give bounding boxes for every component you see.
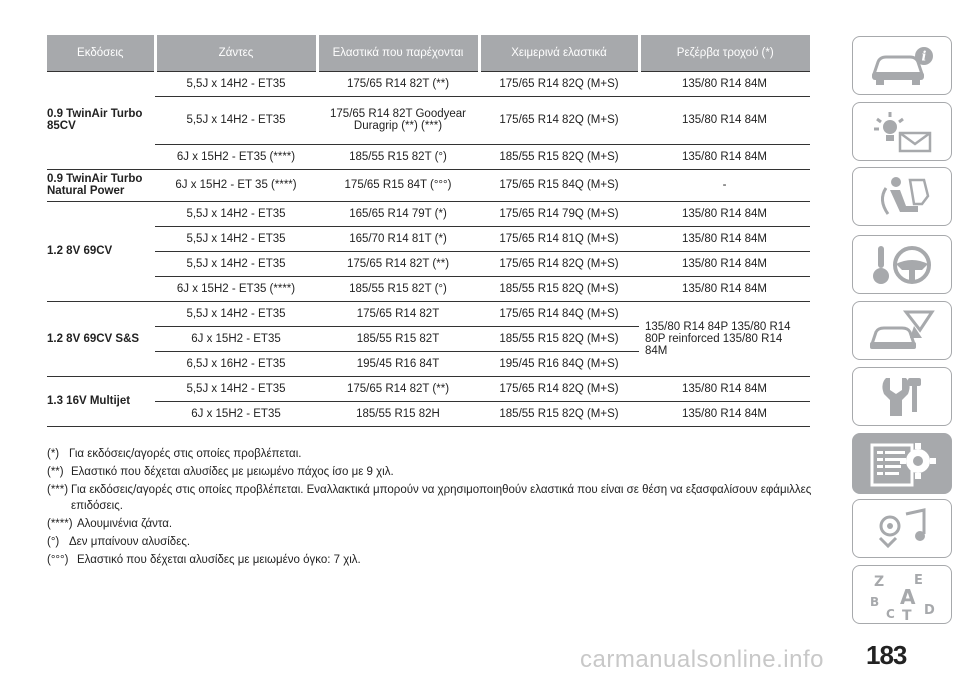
footnote-text: Ελαστικό που δέχεται αλυσίδες με μειωμένο πάχος ίσο με 9 χιλ. bbox=[71, 466, 394, 478]
table-row bbox=[47, 226, 810, 251]
specs-gear-icon bbox=[866, 439, 938, 489]
winter-cell: 185/55 R15 82Q (M+S) bbox=[479, 276, 639, 301]
tyre-cell: 185/55 R15 82T (°) bbox=[317, 276, 479, 301]
table-row bbox=[47, 276, 810, 301]
footnote bbox=[47, 482, 817, 514]
tyre-cell: 185/55 R15 82T (°) bbox=[317, 144, 479, 169]
tab-technical-specs[interactable] bbox=[852, 433, 952, 494]
svg-text:E: E bbox=[914, 572, 923, 588]
footnote-mark: (**) bbox=[47, 466, 64, 478]
winter-cell: 175/65 R14 84Q (M+S) bbox=[479, 301, 639, 326]
version-cell: 1.2 8V 69CV bbox=[47, 201, 155, 301]
winter-cell: 185/55 R15 82Q (M+S) bbox=[479, 144, 639, 169]
rim-cell: 5,5J x 14H2 - ET35 bbox=[155, 301, 317, 326]
rim-cell: 6J x 15H2 - ET35 (****) bbox=[155, 144, 317, 169]
tyre-spec-table bbox=[47, 35, 810, 427]
svg-text:D: D bbox=[924, 602, 935, 618]
version-cell: 0.9 TwinAir Turbo 85CV bbox=[47, 71, 155, 169]
tab-safety[interactable] bbox=[852, 167, 952, 226]
tab-starting-driving[interactable] bbox=[852, 235, 952, 294]
spare-cell: 135/80 R14 84M bbox=[639, 276, 810, 301]
tab-emergency[interactable] bbox=[852, 301, 952, 360]
rim-cell: 6J x 15H2 - ET35 bbox=[155, 326, 317, 351]
spare-cell: 135/80 R14 84M bbox=[639, 144, 810, 169]
warning-lights-icon bbox=[866, 109, 938, 155]
footnote-mark: (****) bbox=[47, 518, 73, 530]
tyre-cell: 175/65 R14 82T (**) bbox=[317, 71, 479, 96]
spare-cell: 135/80 R14 84M bbox=[639, 251, 810, 276]
spare-cell: 135/80 R14 84M bbox=[639, 96, 810, 144]
table-header-row bbox=[47, 35, 810, 71]
spare-cell: 135/80 R14 84M bbox=[639, 226, 810, 251]
tab-multimedia[interactable] bbox=[852, 499, 952, 558]
footnote-text: Δεν μπαίνουν αλυσίδες. bbox=[69, 536, 191, 548]
header-supplied-tyres: Ελαστικά που παρέχονται bbox=[317, 35, 479, 71]
version-cell: 1.2 8V 69CV S&S bbox=[47, 301, 155, 376]
table-row bbox=[47, 169, 810, 201]
winter-cell: 175/65 R14 81Q (M+S) bbox=[479, 226, 639, 251]
rim-cell: 5,5J x 14H2 - ET35 bbox=[155, 71, 317, 96]
footnote-mark: (*) bbox=[47, 448, 60, 460]
footnote-text: Ελαστικό που δέχεται αλυσίδες με μειωμένο όγκο: 7 χιλ. bbox=[77, 554, 361, 566]
alphabet-index-icon bbox=[866, 570, 938, 620]
watermark: carmanualsonline.info bbox=[580, 646, 824, 673]
table-row bbox=[47, 96, 810, 144]
footnote-mark: (***) bbox=[47, 484, 69, 496]
footnote-text: Για εκδόσεις/αγορές στις οποίες προβλέπεται. bbox=[69, 448, 302, 460]
footnote bbox=[47, 534, 817, 550]
table-row bbox=[47, 376, 810, 401]
table-row bbox=[47, 71, 810, 96]
winter-cell: 175/65 R14 82Q (M+S) bbox=[479, 71, 639, 96]
footnotes bbox=[47, 446, 817, 570]
rim-cell: 5,5J x 14H2 - ET35 bbox=[155, 201, 317, 226]
winter-cell: 195/45 R16 84Q (M+S) bbox=[479, 351, 639, 376]
rim-cell: 5,5J x 14H2 - ET35 bbox=[155, 96, 317, 144]
spare-cell: 135/80 R14 84M bbox=[639, 401, 810, 426]
footnote bbox=[47, 516, 817, 532]
winter-cell: 175/65 R14 82Q (M+S) bbox=[479, 96, 639, 144]
version-cell: 1.3 16V Multijet bbox=[47, 376, 155, 426]
tyre-cell: 175/65 R15 84T (°°°) bbox=[317, 169, 479, 201]
winter-cell: 175/65 R14 82Q (M+S) bbox=[479, 251, 639, 276]
svg-text:B: B bbox=[870, 594, 880, 609]
spare-cell: 135/80 R14 84M bbox=[639, 201, 810, 226]
multimedia-icon bbox=[866, 506, 938, 552]
footnote-text: Αλουμινένια ζάντα. bbox=[77, 518, 173, 530]
rim-cell: 5,5J x 14H2 - ET35 bbox=[155, 226, 317, 251]
accident-icon bbox=[866, 308, 938, 354]
tyre-cell: 185/55 R15 82T bbox=[317, 326, 479, 351]
page-number: 183 bbox=[866, 640, 907, 670]
footnote-text: Για εκδόσεις/αγορές στις οποίες προβλέπεται. Εναλλακτικά μπορούν να χρησιμοποιηθούν ελαστικά που είναι σε θέση να εξασφαλίσουν εφάμιλλες επιδόσεις. bbox=[71, 484, 812, 512]
version-cell: 0.9 TwinAir Turbo Natural Power bbox=[47, 169, 155, 201]
tab-maintenance[interactable] bbox=[852, 367, 952, 426]
spare-cell: 135/80 R14 84M bbox=[639, 376, 810, 401]
spare-cell: - bbox=[639, 169, 810, 201]
tab-car-info[interactable] bbox=[852, 36, 952, 95]
header-spare-wheel: Ρεζέρβα τροχού (*) bbox=[639, 35, 810, 71]
table-row bbox=[47, 301, 810, 326]
tyre-cell: 175/65 R14 82T (**) bbox=[317, 251, 479, 276]
svg-text:C: C bbox=[886, 606, 895, 620]
rim-cell: 5,5J x 14H2 - ET35 bbox=[155, 376, 317, 401]
tyre-cell: 175/65 R14 82T (**) bbox=[317, 376, 479, 401]
table-row bbox=[47, 401, 810, 426]
tyre-cell: 165/70 R14 81T (*) bbox=[317, 226, 479, 251]
table-row bbox=[47, 144, 810, 169]
winter-cell: 175/65 R14 82Q (M+S) bbox=[479, 376, 639, 401]
tyre-cell: 175/65 R14 82T Goodyear Duragrip (**) (***) bbox=[317, 96, 479, 144]
svg-text:T: T bbox=[902, 607, 912, 620]
spare-cell-shared: 135/80 R14 84P 135/80 R14 80P reinforced 135/80 R14 84M bbox=[639, 301, 810, 376]
wrench-icon bbox=[866, 374, 938, 420]
footnote-mark: (°°°) bbox=[47, 554, 69, 566]
svg-text:i: i bbox=[921, 49, 927, 64]
table-row bbox=[47, 201, 810, 226]
footnote bbox=[47, 464, 817, 480]
winter-cell: 185/55 R15 82Q (M+S) bbox=[479, 326, 639, 351]
car-info-icon bbox=[866, 44, 938, 88]
tyre-cell: 195/45 R16 84T bbox=[317, 351, 479, 376]
table-row bbox=[47, 251, 810, 276]
airbag-seat-icon bbox=[866, 174, 938, 220]
header-winter-tyres: Χειμερινά ελαστικά bbox=[479, 35, 639, 71]
steering-key-icon bbox=[866, 242, 938, 288]
footnote-mark: (°) bbox=[47, 536, 60, 548]
winter-cell: 185/55 R15 82Q (M+S) bbox=[479, 401, 639, 426]
header-rims: Ζάντες bbox=[155, 35, 317, 71]
rim-cell: 6J x 15H2 - ET35 (****) bbox=[155, 276, 317, 301]
tab-warning-lights[interactable] bbox=[852, 102, 952, 161]
svg-text:A: A bbox=[900, 584, 916, 609]
footnote bbox=[47, 552, 817, 568]
tab-index[interactable] bbox=[852, 565, 952, 624]
tyre-cell: 185/55 R15 82H bbox=[317, 401, 479, 426]
rim-cell: 6J x 15H2 - ET 35 (****) bbox=[155, 169, 317, 201]
tyre-cell: 165/65 R14 79T (*) bbox=[317, 201, 479, 226]
header-versions: Εκδόσεις bbox=[47, 35, 155, 71]
svg-text:Z: Z bbox=[874, 573, 885, 590]
rim-cell: 6J x 15H2 - ET35 bbox=[155, 401, 317, 426]
spare-cell: 135/80 R14 84M bbox=[639, 71, 810, 96]
rim-cell: 5,5J x 14H2 - ET35 bbox=[155, 251, 317, 276]
tyre-cell: 175/65 R14 82T bbox=[317, 301, 479, 326]
rim-cell: 6,5J x 16H2 - ET35 bbox=[155, 351, 317, 376]
winter-cell: 175/65 R15 84Q (M+S) bbox=[479, 169, 639, 201]
winter-cell: 175/65 R14 79Q (M+S) bbox=[479, 201, 639, 226]
footnote bbox=[47, 446, 817, 462]
